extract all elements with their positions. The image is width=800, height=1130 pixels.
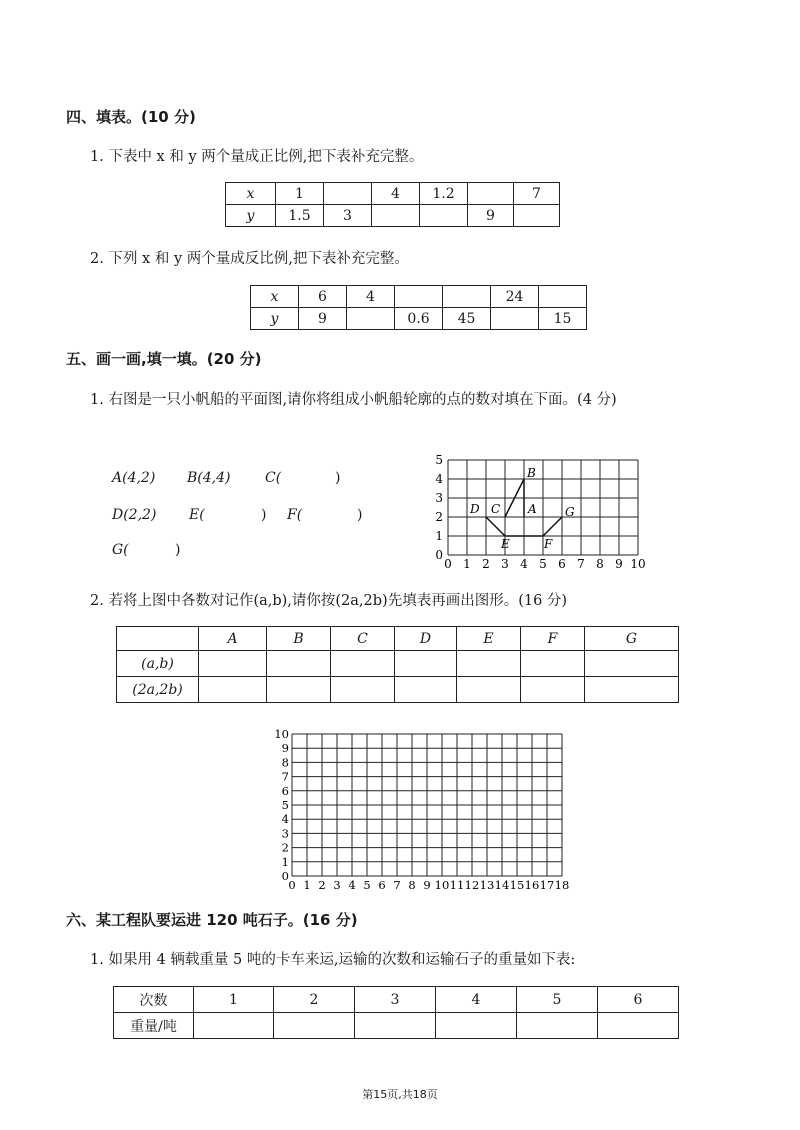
pair-D: D(2,2) — [112, 507, 157, 523]
point-label-C: C — [491, 502, 501, 516]
y-tick-label: 2 — [435, 510, 443, 524]
table-cell: 1.2 — [420, 183, 468, 205]
answer-cell[interactable] — [355, 1013, 436, 1039]
table-cell[interactable] — [324, 183, 372, 205]
x-tick-label: 17 — [539, 878, 555, 892]
y-tick-label: 3 — [435, 491, 443, 505]
table-cell: 0.6 — [395, 308, 443, 330]
boat-outline-segment — [486, 517, 505, 536]
x-tick-label: 11 — [449, 878, 465, 892]
inverse-table — [250, 285, 587, 330]
table-header-cell: D — [395, 627, 457, 651]
table-cell: 45 — [443, 308, 491, 330]
answer-cell[interactable] — [457, 651, 521, 677]
row-label-2a2b: (2a,2b) — [117, 677, 199, 703]
table-header-cell: 1 — [194, 987, 274, 1013]
y-tick-label: 1 — [435, 529, 443, 543]
x-tick-label: 2 — [482, 557, 490, 570]
table-cell: x — [226, 183, 276, 205]
answer-cell[interactable] — [517, 1013, 598, 1039]
point-label-E: E — [501, 537, 510, 551]
x-tick-label: 15 — [509, 878, 525, 892]
x-tick-label: 2 — [318, 878, 326, 892]
x-tick-label: 0 — [288, 878, 296, 892]
answer-cell[interactable] — [331, 651, 395, 677]
table-header-cell: 6 — [598, 987, 679, 1013]
answer-cell[interactable] — [194, 1013, 274, 1039]
table-cell: 9 — [468, 205, 514, 227]
pair-B: B(4,4) — [187, 470, 231, 486]
table-cell[interactable] — [514, 205, 560, 227]
section-5-title: 五、画一画,填一填。(20 分) — [66, 350, 262, 368]
table-header-cell: 5 — [517, 987, 598, 1013]
answer-cell[interactable] — [267, 677, 331, 703]
y-tick-label: 10 — [274, 727, 289, 741]
pair-E-close: ) — [261, 507, 267, 523]
y-tick-label: 5 — [435, 455, 443, 467]
y-tick-label: 1 — [281, 854, 289, 869]
table-header-cell: G — [585, 627, 679, 651]
answer-cell[interactable] — [585, 677, 679, 703]
x-tick-label: 0 — [444, 557, 452, 570]
coordinates-table — [116, 626, 679, 703]
x-tick-label: 10 — [434, 878, 450, 892]
x-tick-label: 7 — [577, 557, 585, 570]
answer-cell[interactable] — [457, 677, 521, 703]
table-header-cell: A — [199, 627, 267, 651]
y-tick-label: 5 — [281, 798, 289, 812]
boat-grid — [420, 455, 650, 570]
y-tick-label: 6 — [281, 783, 289, 798]
table-cell: 1 — [276, 183, 324, 205]
table-header-cell: F — [521, 627, 585, 651]
x-tick-label: 8 — [408, 878, 416, 892]
table-header-cell — [117, 627, 199, 651]
x-tick-label: 4 — [520, 557, 528, 570]
x-tick-label: 6 — [378, 878, 386, 892]
pair-C: C( — [265, 470, 282, 486]
section-6-title: 六、某工程队要运进 120 吨石子。(16 分) — [66, 911, 358, 929]
table-cell: 15 — [539, 308, 587, 330]
y-tick-label: 7 — [281, 769, 289, 784]
y-tick-label: 4 — [435, 472, 443, 486]
answer-cell[interactable] — [267, 651, 331, 677]
table-header-cell: 次数 — [114, 987, 194, 1013]
x-tick-label: 14 — [494, 878, 510, 892]
x-tick-label: 5 — [539, 557, 547, 570]
table-cell: 6 — [299, 286, 347, 308]
boat-outline-segment — [543, 517, 562, 536]
table-cell[interactable] — [372, 205, 420, 227]
table-header-cell: C — [331, 627, 395, 651]
table-header-cell: B — [267, 627, 331, 651]
x-tick-label: 10 — [630, 557, 646, 570]
x-tick-label: 1 — [463, 557, 471, 570]
section-4-question-2: 2. 下列 x 和 y 两个量成反比例,把下表补充完整。 — [90, 251, 409, 267]
row-label-weight: 重量/吨 — [114, 1013, 194, 1039]
table-cell: 3 — [324, 205, 372, 227]
table-cell: y — [226, 205, 276, 227]
x-tick-label: 16 — [524, 878, 540, 892]
pair-E: E( — [189, 507, 205, 523]
x-tick-label: 12 — [464, 878, 480, 892]
answer-cell[interactable] — [598, 1013, 679, 1039]
table-cell[interactable] — [347, 308, 395, 330]
answer-cell[interactable] — [274, 1013, 355, 1039]
x-tick-label: 18 — [554, 878, 570, 892]
y-tick-label: 3 — [281, 826, 289, 841]
x-tick-label: 6 — [558, 557, 566, 570]
point-label-F: F — [544, 537, 553, 551]
x-tick-label: 3 — [333, 878, 341, 892]
pair-F-close: ) — [357, 507, 363, 523]
x-tick-label: 5 — [363, 878, 371, 892]
section-6-question-1: 1. 如果用 4 辆载重量 5 吨的卡车来运,运输的次数和运输石子的重量如下表: — [90, 952, 576, 968]
table-cell[interactable] — [468, 183, 514, 205]
x-tick-label: 3 — [501, 557, 509, 570]
y-tick-label: 9 — [281, 741, 289, 756]
transport-table — [113, 986, 679, 1039]
x-tick-label: 13 — [479, 878, 495, 892]
table-cell: 4 — [347, 286, 395, 308]
x-tick-label: 4 — [348, 878, 356, 892]
answer-cell[interactable] — [395, 651, 457, 677]
answer-cell[interactable] — [395, 677, 457, 703]
table-cell[interactable] — [395, 286, 443, 308]
y-tick-label: 8 — [281, 755, 289, 770]
table-cell[interactable] — [491, 308, 539, 330]
x-tick-label: 9 — [423, 878, 431, 892]
y-tick-label: 0 — [435, 548, 443, 562]
answer-cell[interactable] — [521, 677, 585, 703]
section-5-question-1: 1. 右图是一只小帆船的平面图,请你将组成小帆船轮廓的点的数对填在下面。(4 分) — [90, 392, 617, 408]
pair-G: G( — [112, 542, 129, 558]
section-4-title: 四、填表。(10 分) — [66, 108, 196, 126]
table-cell: 4 — [372, 183, 420, 205]
x-tick-label: 8 — [596, 557, 604, 570]
pair-G-close: ) — [175, 542, 181, 558]
answer-cell[interactable] — [331, 677, 395, 703]
table-cell: y — [251, 308, 299, 330]
table-cell[interactable] — [539, 286, 587, 308]
answer-cell[interactable] — [585, 651, 679, 677]
pair-C-close: ) — [335, 470, 341, 486]
section-5-question-2: 2. 若将上图中各数对记作(a,b),请你按(2a,2b)先填表再画出图形。(16 分) — [90, 593, 568, 609]
table-header-cell: 2 — [274, 987, 355, 1013]
table-cell: 7 — [514, 183, 560, 205]
point-label-D: D — [470, 502, 480, 516]
drawing-grid[interactable] — [262, 724, 592, 894]
y-tick-label: 0 — [281, 869, 289, 883]
answer-cell[interactable] — [199, 677, 267, 703]
point-label-B: B — [527, 466, 536, 480]
section-4-question-1: 1. 下表中 x 和 y 两个量成正比例,把下表补充完整。 — [90, 149, 424, 165]
table-header-cell: E — [457, 627, 521, 651]
page-footer: 第15页,共18页 — [362, 1088, 438, 1101]
table-cell[interactable] — [443, 286, 491, 308]
point-label-G: G — [565, 505, 575, 519]
proportional-table — [225, 182, 560, 227]
table-cell: 9 — [299, 308, 347, 330]
pair-F: F( — [287, 507, 303, 523]
pair-A: A(4,2) — [112, 470, 156, 486]
answer-cell[interactable] — [199, 651, 267, 677]
point-label-A: A — [528, 502, 537, 516]
table-cell: x — [251, 286, 299, 308]
table-cell: 1.5 — [276, 205, 324, 227]
table-header-cell: 4 — [436, 987, 517, 1013]
table-header-cell: 3 — [355, 987, 436, 1013]
answer-cell[interactable] — [521, 651, 585, 677]
x-tick-label: 7 — [393, 878, 401, 892]
y-tick-label: 4 — [281, 812, 289, 827]
table-cell: 24 — [491, 286, 539, 308]
x-tick-label: 1 — [303, 878, 311, 892]
y-tick-label: 2 — [281, 840, 289, 855]
row-label-ab: (a,b) — [117, 651, 199, 677]
x-tick-label: 9 — [615, 557, 623, 570]
table-cell[interactable] — [420, 205, 468, 227]
answer-cell[interactable] — [436, 1013, 517, 1039]
